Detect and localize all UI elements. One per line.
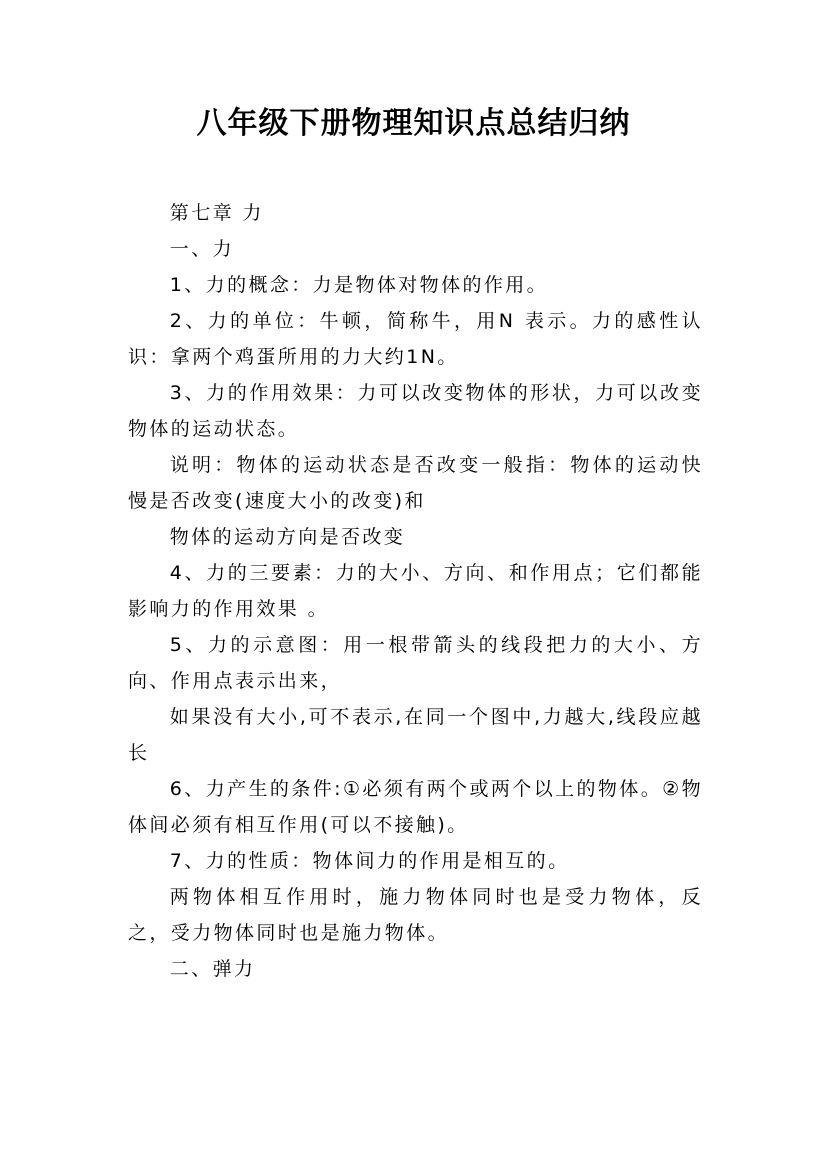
- paragraph-explanation-cont: 物体的运动方向是否改变: [169, 526, 406, 548]
- paragraph-force-diagram-cont: 如果没有大小,可不表示,在同一个图中,力越大,线段应越长: [128, 706, 703, 764]
- section-heading-elastic-force: 二、弹力: [169, 958, 256, 980]
- paragraph-force-nature: 7、力的性质：物体间力的作用是相互的。: [169, 850, 570, 872]
- document-title: 八年级下册物理知识点总结归纳: [196, 106, 631, 141]
- paragraph-force-effect: 3、力的作用效果：力可以改变物体的形状，力可以改变物体的运动状态。: [128, 382, 703, 440]
- paragraph-explanation: 说明：物体的运动状态是否改变一般指：物体的运动快慢是否改变(速度大小的改变)和: [128, 454, 703, 512]
- paragraph-three-elements: 4、力的三要素：力的大小、方向、和作用点；它们都能影响力的作用效果 。: [128, 562, 703, 620]
- paragraph-interaction: 两物体相互作用时，施力物体同时也是受力物体，反之，受力物体同时也是施力物体。: [128, 886, 703, 944]
- section-heading-force: 一、力: [169, 238, 234, 260]
- document-body: [128, 195, 703, 987]
- paragraph-force-concept: 1、力的概念：力是物体对物体的作用。: [169, 274, 549, 296]
- paragraph-force-diagram: 5、力的示意图：用一根带箭头的线段把力的大小、方向、作用点表示出来，: [128, 634, 703, 692]
- chapter-heading: 第七章 力: [169, 202, 264, 224]
- paragraph-force-conditions: 6、力产生的条件:①必须有两个或两个以上的物体。②物体间必须有相互作用(可以不接触)。: [128, 778, 703, 836]
- paragraph-force-unit: 2、力的单位：牛顿，简称牛，用N 表示。力的感性认识：拿两个鸡蛋所用的力大约1N。: [128, 310, 703, 368]
